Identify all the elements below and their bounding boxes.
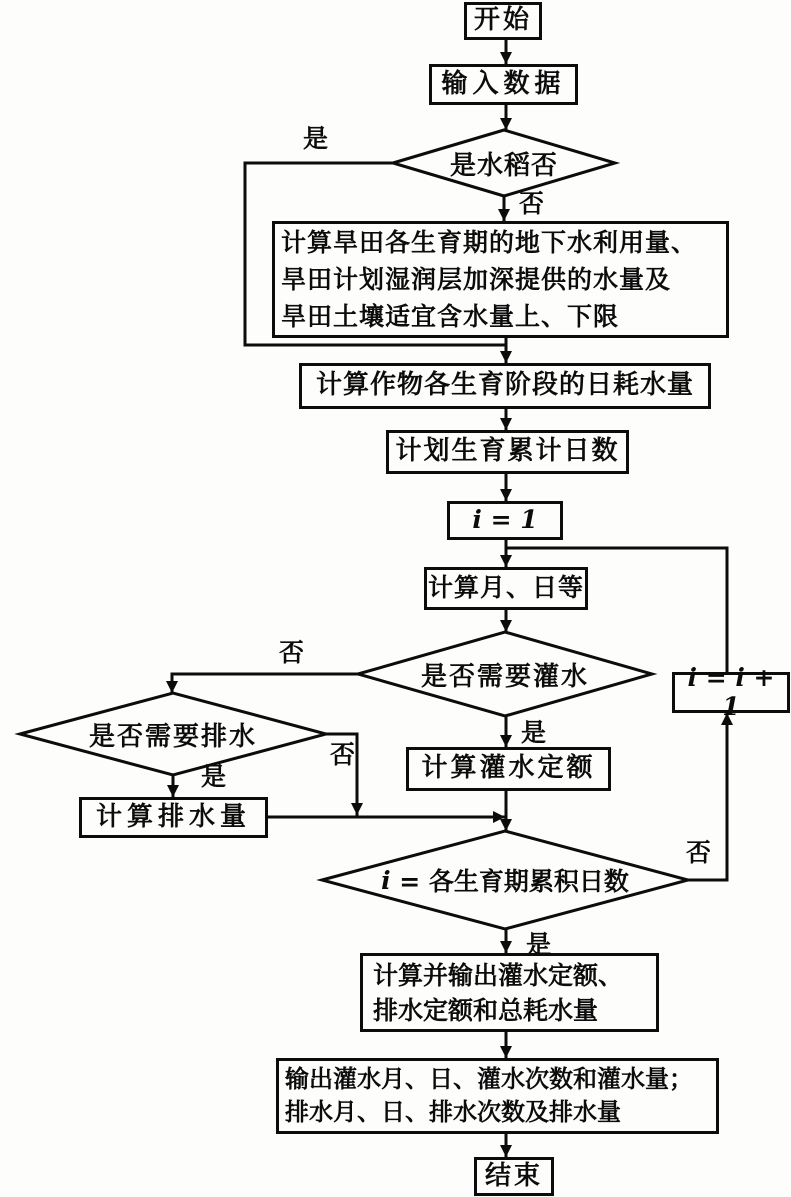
dryland-line-3: 旱田土壤适宜含水量上、下限	[281, 302, 620, 331]
drain-no-label: 否	[330, 740, 356, 769]
node-calc-drainage	[79, 797, 268, 838]
cum-days-label: 计划生育累计日数	[395, 436, 620, 467]
cum-check-label	[340, 862, 670, 898]
calc-irrigation-label: 计算灌水定额	[421, 753, 596, 784]
end-label: 结束	[484, 1160, 543, 1191]
node-output-quota	[360, 953, 659, 1032]
calc-drainage-label: 计算排水量	[95, 801, 251, 832]
node-calc-irrigation	[406, 747, 611, 791]
cum-yes-label: 是	[526, 930, 552, 959]
irrigation-no-branch	[172, 674, 358, 693]
init-i-label: i = 1	[472, 505, 538, 535]
drain-yes-label: 是	[201, 762, 227, 791]
increment-i-label: i = i + 1	[687, 662, 775, 721]
dryland-line-1: 计算旱田各生育期的地下水利用量、	[281, 228, 698, 257]
node-cum-days	[386, 430, 629, 474]
cum-check-rest: = 各生育期累积日数	[390, 867, 629, 896]
cum-check-var: i	[381, 865, 391, 895]
output-detail-line-2: 排水月、日、排水次数及排水量	[285, 1098, 621, 1126]
input-data-label: 输入数据	[441, 68, 566, 99]
output-detail-line-1: 输出灌水月、日、灌水次数和灌水量；	[285, 1065, 693, 1093]
node-daily-water	[299, 363, 711, 409]
node-increment-i	[672, 662, 790, 721]
dryland-line-2: 旱田计划湿润层加深提供的水量及	[281, 265, 672, 294]
daily-water-label: 计算作物各生育阶段的日耗水量	[315, 370, 694, 401]
drainage-check-label: 是否需要排水	[88, 721, 257, 752]
cum-no-label: 否	[686, 838, 712, 867]
node-input-data	[429, 64, 578, 105]
node-output-detail	[276, 1058, 719, 1134]
start-label: 开始	[473, 5, 532, 36]
node-calc-date	[424, 567, 588, 610]
irr-yes-label: 是	[521, 718, 547, 747]
irrigation-check-label: 是否需要灌水	[420, 661, 589, 692]
rice-yes-label: 是	[303, 124, 329, 153]
irr-no-label: 否	[279, 638, 305, 667]
node-start	[464, 2, 542, 40]
rice-no-label: 否	[519, 189, 545, 218]
output-quota-line-1: 计算并输出灌水定额、	[373, 960, 624, 990]
node-dryland-calc	[272, 221, 729, 338]
node-init-i	[447, 501, 563, 540]
node-end	[474, 1157, 554, 1196]
output-quota-line-2: 排水定额和总耗水量	[373, 995, 599, 1025]
calc-date-label: 计算月、日等	[427, 573, 584, 603]
rice-check-label: 是水稻否	[449, 150, 558, 181]
